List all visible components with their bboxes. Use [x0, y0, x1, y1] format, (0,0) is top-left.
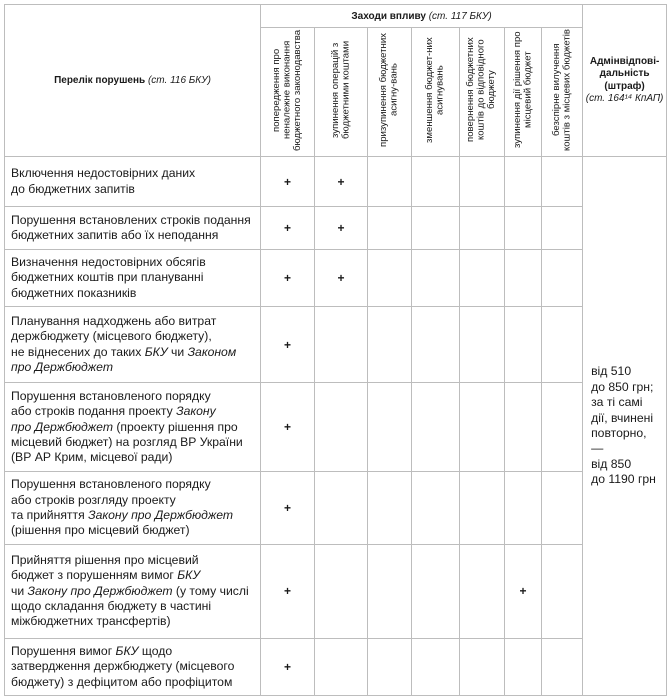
measures-header-label: Заходи впливу [351, 10, 426, 22]
violation-line: Прийняття рішення про місцевий [11, 552, 199, 567]
measure-mark-cell [261, 307, 315, 383]
violation-line: бюджетних коштів при плануванні [11, 270, 204, 285]
measure-mark-cell [505, 250, 542, 307]
violation-line: (рішення про місцевий бюджет) [11, 523, 190, 538]
measure-mark-cell [261, 250, 315, 307]
admin-header-line: (штраф) [604, 80, 645, 92]
fine-line: за ті самі [591, 395, 643, 410]
fine-line: дії, вчинені [591, 410, 654, 425]
measure-mark-cell [505, 544, 542, 638]
measure-mark-cell [542, 638, 583, 695]
table-row [5, 383, 667, 472]
measure-mark-cell [412, 638, 460, 695]
violation-cell [5, 544, 261, 638]
measure-mark-cell [368, 307, 412, 383]
measure-mark-cell [412, 157, 460, 207]
plus-mark: + [337, 221, 345, 235]
plus-mark: + [519, 584, 527, 599]
measure-header-7 [542, 28, 583, 157]
violation-line: бюджет з порушенням вимог БКУ [11, 568, 201, 583]
measure-mark-cell [261, 638, 315, 695]
measure-mark-cell [315, 638, 368, 695]
measures-header-ref: (ст. 117 БКУ) [428, 10, 492, 22]
violation-line: бюджетних показників [11, 285, 137, 300]
measure-mark-cell [368, 383, 412, 472]
violation-line: не віднесених до таких БКУ чи Законом [11, 344, 237, 359]
table-row [5, 544, 667, 638]
plus-mark: + [337, 271, 345, 286]
measure-mark-cell [412, 383, 460, 472]
measure-mark-cell [368, 638, 412, 695]
violation-line: місцевий бюджет) на розгляд ВР України [11, 434, 243, 449]
fine-line: повторно, — [591, 426, 647, 456]
measure-header-label: зупинення дії рішення про місцевий бюджет [511, 31, 533, 149]
measure-header-5 [460, 28, 505, 157]
measure-mark-cell [261, 157, 315, 207]
fine-line: від 510 [591, 364, 632, 379]
violation-cell [5, 472, 261, 545]
measure-header-label: зменшення бюджет-них асигнувань [424, 37, 446, 143]
measure-mark-cell [505, 207, 542, 250]
plus-mark: + [283, 501, 291, 516]
measure-mark-cell [315, 544, 368, 638]
measure-mark-cell [368, 207, 412, 250]
measure-mark-cell [460, 207, 505, 250]
plus-mark: + [283, 221, 291, 235]
measure-mark-cell [412, 544, 460, 638]
violation-line: бюджету) з дефіцитом або профіцитом [11, 674, 233, 689]
measure-mark-cell [505, 307, 542, 383]
plus-mark: + [283, 271, 291, 286]
measures-header [261, 5, 583, 28]
measure-header-3 [368, 28, 412, 157]
violation-line: затвердження держбюджету (місцевого [11, 659, 235, 674]
violation-line: чи Закону про Держбюджет (у тому числі [11, 583, 249, 598]
fine-line: до 1190 грн [591, 472, 656, 487]
plus-mark: + [283, 337, 291, 352]
plus-mark: + [283, 584, 291, 599]
violation-line: Визначення недостовірних обсягів [11, 255, 206, 269]
measure-mark-cell [315, 207, 368, 250]
table-row [5, 638, 667, 695]
measure-mark-cell [368, 472, 412, 545]
measure-mark-cell [460, 472, 505, 545]
measure-mark-cell [542, 157, 583, 207]
measure-header-6 [505, 28, 542, 157]
measure-header-2 [315, 28, 368, 157]
violation-cell [5, 307, 261, 383]
measure-header-label: повернення бюджетних коштів до відповідного бюджету [465, 37, 498, 143]
violation-line: держбюджету (місцевого бюджету), [11, 329, 212, 344]
violation-line: міжбюджетних трансфертів) [11, 614, 171, 629]
measure-mark-cell [542, 472, 583, 545]
fine-line: від 850 [591, 456, 632, 471]
plus-mark: + [283, 420, 291, 435]
measure-header-label: безспірне вилучення коштів з місцевих бюджетів [550, 29, 573, 151]
violation-line: Порушення встановлених строків подання [11, 212, 251, 227]
table-row [5, 307, 667, 383]
table-row [5, 207, 667, 250]
table-row [5, 157, 667, 207]
violation-line: та прийняття Закону про Держбюджет [11, 508, 234, 523]
violation-cell [5, 250, 261, 307]
measure-mark-cell [412, 472, 460, 545]
measure-mark-cell [315, 472, 368, 545]
measure-header-1 [261, 28, 315, 157]
violation-cell [5, 207, 261, 250]
measure-header-label: попередження про неналежне виконання бюджетного законодавства [270, 29, 303, 151]
measure-mark-cell [460, 544, 505, 638]
measure-mark-cell [261, 383, 315, 472]
admin-header-line: дальність [599, 68, 650, 79]
measure-mark-cell [542, 307, 583, 383]
measure-header-label: зупинення операцій з бюджетними коштами [329, 40, 351, 140]
measure-mark-cell [505, 157, 542, 207]
plus-mark: + [283, 174, 291, 189]
measure-header-4 [412, 28, 460, 157]
measure-mark-cell [261, 472, 315, 545]
measure-mark-cell [542, 544, 583, 638]
table-row [5, 250, 667, 307]
measure-mark-cell [460, 157, 505, 207]
violation-cell [5, 383, 261, 472]
plus-mark: + [337, 174, 345, 189]
measure-mark-cell [412, 307, 460, 383]
admin-liability-header [583, 5, 667, 157]
violation-line: Порушення вимог БКУ щодо [11, 643, 173, 658]
violation-line: Порушення встановленого порядку [11, 388, 211, 403]
violation-line: Планування надходжень або витрат [11, 313, 217, 328]
violations-header-label: Перелік порушень [54, 75, 146, 86]
measure-mark-cell [368, 157, 412, 207]
measure-mark-cell [412, 250, 460, 307]
violation-line: бюджетних запитів або їх неподання [11, 228, 219, 242]
violations-header [5, 5, 261, 157]
measure-mark-cell [261, 544, 315, 638]
plus-mark: + [283, 659, 291, 674]
admin-header-line: Адмінвідпові- [589, 55, 660, 67]
violation-line: Включення недостовірних даних [11, 166, 196, 181]
measure-mark-cell [505, 472, 542, 545]
violation-cell [5, 157, 261, 207]
measure-mark-cell [542, 207, 583, 250]
measure-mark-cell [315, 383, 368, 472]
fine-cell [583, 157, 667, 696]
violation-line: або строків розгляду проекту [11, 492, 176, 507]
measure-mark-cell [315, 157, 368, 207]
violation-line: (ВР АР Крим, місцевої ради) [11, 450, 173, 465]
fine-line: до 850 грн; [591, 379, 654, 394]
measure-mark-cell [460, 250, 505, 307]
measure-mark-cell [412, 207, 460, 250]
measure-mark-cell [542, 383, 583, 472]
table-row [5, 472, 667, 545]
measure-mark-cell [460, 638, 505, 695]
measure-mark-cell [315, 250, 368, 307]
measure-mark-cell [542, 250, 583, 307]
measure-mark-cell [368, 544, 412, 638]
measure-header-label: призупинення бюджетних асигну-вань [378, 33, 400, 147]
violation-line: або строків подання проекту Закону [11, 404, 216, 419]
measure-mark-cell [460, 383, 505, 472]
violations-header-ref: (ст. 116 БКУ) [147, 75, 211, 86]
measure-mark-cell [368, 250, 412, 307]
violation-cell [5, 638, 261, 695]
violation-line: про Держбюджет (проекту рішення про [11, 419, 238, 434]
admin-header-ref: (ст. 164¹⁴ КпАП) [585, 93, 664, 104]
violation-line: щодо складання бюджету в частині [11, 599, 212, 614]
measure-mark-cell [315, 307, 368, 383]
violation-line: Порушення встановленого порядку [11, 477, 211, 492]
violation-line: до бюджетних запитів [11, 181, 135, 196]
measure-mark-cell [505, 383, 542, 472]
violation-line: про Держбюджет [11, 360, 113, 375]
violations-measures-table [4, 4, 667, 696]
measure-mark-cell [460, 307, 505, 383]
measure-mark-cell [505, 638, 542, 695]
measure-mark-cell [261, 207, 315, 250]
